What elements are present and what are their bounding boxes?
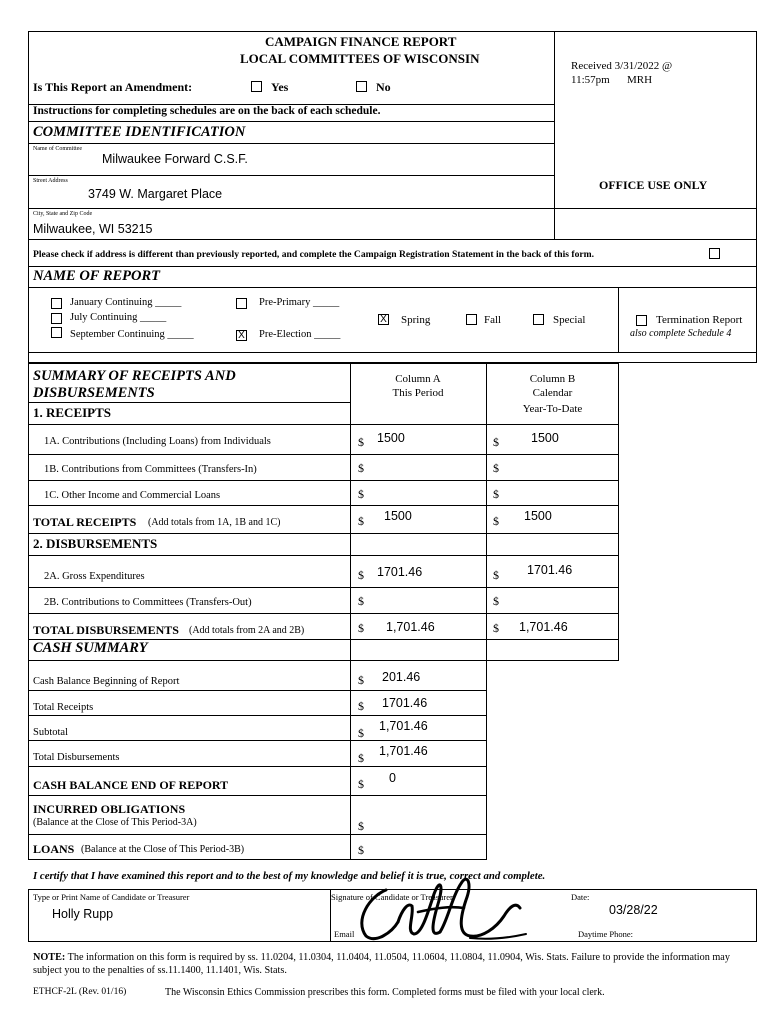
cash-end-label: CASH BALANCE END OF REPORT: [33, 778, 229, 792]
row-2a-col-b[interactable]: 1701.46: [527, 563, 573, 577]
receipts-heading: 1. RECEIPTS: [33, 405, 112, 420]
address-change-checkbox[interactable]: [709, 248, 720, 259]
divider: [28, 533, 619, 534]
cash-subtotal-label: Subtotal: [33, 727, 69, 738]
dollar-sign: $: [493, 621, 499, 635]
column-divider: [350, 363, 351, 661]
july-continuing-checkbox[interactable]: [51, 313, 62, 324]
loans-label: LOANS: [33, 842, 75, 856]
committee-heading: COMMITTEE IDENTIFICATION: [33, 124, 246, 140]
dollar-sign: $: [358, 461, 364, 475]
committee-name-value[interactable]: Milwaukee Forward C.S.F.: [102, 152, 248, 166]
dollar-sign: $: [358, 514, 364, 528]
special-label: Special: [553, 314, 586, 326]
cash-summary-heading: CASH SUMMARY: [33, 640, 148, 656]
received-initials: MRH: [627, 74, 653, 86]
phone-label: Daytime Phone:: [578, 929, 634, 939]
address-change-note: Please check if address is different than previously reported, and complete the Campaign Registration Statement in the back of this form.: [33, 249, 595, 260]
certification-statement: I certify that I have examined this report and to the best of my knowledge and belief it is true, correct and complete.: [33, 870, 546, 882]
row-1a-col-a[interactable]: 1500: [377, 431, 405, 445]
july-continuing-label: July Continuing _____: [70, 312, 167, 323]
divider: [28, 287, 757, 288]
signature-label: Signature of Candidate or Treasurer: [331, 892, 453, 902]
received-stamp: Received 3/31/2022 @: [571, 60, 673, 72]
termination-divider: [618, 287, 619, 353]
prescribes-note: The Wisconsin Ethics Commission prescribes this form. Completed forms must be filed with your local clerk.: [165, 987, 605, 998]
column-a-header: Column A: [395, 373, 441, 385]
date-label: Date:: [571, 892, 590, 902]
termination-note: also complete Schedule 4: [630, 328, 732, 339]
dollar-sign: $: [493, 487, 499, 501]
cash-disbursements-value[interactable]: 1,701.46: [379, 744, 428, 758]
special-checkbox[interactable]: [533, 314, 544, 325]
report-name-heading: NAME OF REPORT: [33, 268, 161, 284]
dollar-sign: $: [358, 487, 364, 501]
amendment-question: Is This Report an Amendment:: [33, 80, 193, 94]
spring-checkbox[interactable]: X: [378, 314, 389, 325]
cash-begin-value[interactable]: 201.46: [382, 670, 421, 684]
street-address-label: Street Address: [33, 178, 68, 184]
dollar-sign: $: [358, 843, 364, 857]
divider: [28, 480, 619, 481]
total-receipts-col-b[interactable]: 1500: [524, 509, 552, 523]
dollar-sign: $: [358, 777, 364, 791]
total-disbursements-note: (Add totals from 2A and 2B): [189, 625, 305, 636]
dollar-sign: $: [493, 514, 499, 528]
fall-label: Fall: [484, 314, 502, 326]
total-disbursements-col-a[interactable]: 1,701.46: [386, 620, 435, 634]
dollar-sign: $: [493, 435, 499, 449]
loans-note: (Balance at the Close of This Period-3B): [81, 844, 245, 855]
spring-label: Spring: [401, 314, 431, 326]
row-2b-label: 2B. Contributions to Committees (Transfers-Out): [44, 597, 252, 608]
amendment-yes-label: Yes: [271, 80, 289, 94]
form-title-line2: LOCAL COMMITTEES OF WISCONSIN: [240, 51, 480, 66]
email-label: Email: [334, 929, 355, 939]
city-state-zip-label: City, State and Zip Code: [33, 211, 93, 217]
form-title-line1: CAMPAIGN FINANCE REPORT: [265, 34, 457, 49]
dollar-sign: $: [358, 594, 364, 608]
city-state-zip-value[interactable]: Milwaukee, WI 53215: [33, 222, 153, 236]
january-continuing-label: January Continuing _____: [70, 297, 182, 308]
divider: [28, 740, 487, 741]
divider: [28, 587, 619, 588]
dollar-sign: $: [358, 673, 364, 687]
divider: [28, 795, 487, 796]
divider: [28, 402, 350, 403]
dollar-sign: $: [493, 568, 499, 582]
divider: [28, 352, 757, 353]
street-address-value[interactable]: 3749 W. Margaret Place: [88, 187, 223, 201]
september-continuing-checkbox[interactable]: [51, 327, 62, 338]
divider: [28, 239, 757, 240]
divider: [28, 613, 619, 614]
treasurer-name-label: Type or Print Name of Candidate or Treasurer: [33, 892, 190, 902]
dollar-sign: $: [358, 726, 364, 740]
divider: [28, 505, 619, 506]
pre-election-checkbox[interactable]: X: [236, 330, 247, 341]
total-disbursements-label: TOTAL DISBURSEMENTS: [33, 623, 179, 637]
dollar-sign: $: [358, 751, 364, 765]
row-1a-label: 1A. Contributions (Including Loans) from Individuals: [44, 436, 271, 447]
cash-begin-label: Cash Balance Beginning of Report: [33, 676, 180, 687]
dollar-sign: $: [358, 819, 364, 833]
dollar-sign: $: [493, 594, 499, 608]
amendment-no-label: No: [376, 80, 391, 94]
divider: [28, 766, 487, 767]
summary-heading-line2: DISBURSEMENTS: [33, 385, 155, 401]
amendment-yes-checkbox[interactable]: [251, 81, 262, 92]
divider: [28, 424, 619, 425]
january-continuing-checkbox[interactable]: [51, 298, 62, 309]
divider: [28, 454, 619, 455]
divider: [28, 175, 554, 176]
divider: [28, 555, 619, 556]
total-receipts-col-a[interactable]: 1500: [384, 509, 412, 523]
termination-label: Termination Report: [656, 314, 743, 326]
total-disbursements-col-b[interactable]: 1,701.46: [519, 620, 568, 634]
incurred-obligations-note: (Balance at the Close of This Period-3A): [33, 817, 197, 828]
divider: [28, 143, 554, 144]
footer-note: [33, 951, 748, 977]
september-continuing-label: September Continuing _____: [70, 329, 194, 340]
row-2a-col-a[interactable]: 1701.46: [377, 565, 423, 579]
column-a-subheader: This Period: [392, 387, 444, 399]
footer-note-text: The information on this form is required by ss. 11.0204, 11.0304, 11.0404, 11.0504, 11.0604, 11.0804, 11.0904, Wis. Stats. Failure to provide the information may subject you to the penalties of ss.11.1400, 11.1401, Wis. Stats.: [33, 952, 730, 976]
footer-note-label: NOTE:: [33, 952, 66, 963]
column-b-subheader: Calendar: [532, 387, 573, 399]
disbursements-heading: 2. DISBURSEMENTS: [33, 536, 158, 551]
date-value[interactable]: 03/28/22: [609, 903, 658, 917]
row-1c-label: 1C. Other Income and Commercial Loans: [44, 490, 221, 501]
treasurer-name-value[interactable]: Holly Rupp: [52, 907, 114, 921]
pre-election-label: Pre-Election _____: [259, 329, 341, 340]
divider: [28, 266, 757, 267]
cash-receipts-value[interactable]: 1701.46: [382, 696, 428, 710]
divider: [28, 121, 554, 122]
summary-heading-line1: SUMMARY OF RECEIPTS AND: [33, 368, 236, 384]
column-b-subheader2: Year-To-Date: [522, 403, 583, 415]
total-receipts-label: TOTAL RECEIPTS: [33, 515, 137, 529]
pre-primary-checkbox[interactable]: [236, 298, 247, 309]
column-b-header: Column B: [529, 373, 576, 385]
dollar-sign: $: [358, 699, 364, 713]
office-use-label: OFFICE USE ONLY: [599, 178, 708, 192]
cash-disbursements-label: Total Disbursements: [33, 752, 120, 763]
divider: [28, 208, 757, 209]
row-1a-col-b[interactable]: 1500: [531, 431, 559, 445]
dollar-sign: $: [358, 621, 364, 635]
incurred-obligations-label: INCURRED OBLIGATIONS: [33, 802, 186, 816]
amendment-no-checkbox[interactable]: [356, 81, 367, 92]
termination-checkbox[interactable]: [636, 315, 647, 326]
total-receipts-note: (Add totals from 1A, 1B and 1C): [148, 517, 281, 528]
cash-subtotal-value[interactable]: 1,701.46: [379, 719, 428, 733]
divider: [28, 690, 487, 691]
received-time: 11:57pm: [571, 74, 610, 86]
fall-checkbox[interactable]: [466, 314, 477, 325]
cash-receipts-label: Total Receipts: [33, 702, 94, 713]
divider: [28, 715, 487, 716]
row-2a-label: 2A. Gross Expenditures: [44, 571, 145, 582]
cash-end-value[interactable]: 0: [389, 771, 396, 785]
instructions-text: Instructions for completing schedules are on the back of each schedule.: [33, 105, 381, 117]
row-1b-label: 1B. Contributions from Committees (Transfers-In): [44, 464, 257, 475]
handwritten-signature: [340, 862, 540, 948]
committee-name-label: Name of Committee: [33, 146, 82, 152]
form-id: ETHCF-2L (Rev. 01/16): [33, 987, 127, 997]
divider: [28, 834, 487, 835]
dollar-sign: $: [358, 568, 364, 582]
dollar-sign: $: [358, 435, 364, 449]
dollar-sign: $: [493, 461, 499, 475]
pre-primary-label: Pre-Primary _____: [259, 297, 340, 308]
